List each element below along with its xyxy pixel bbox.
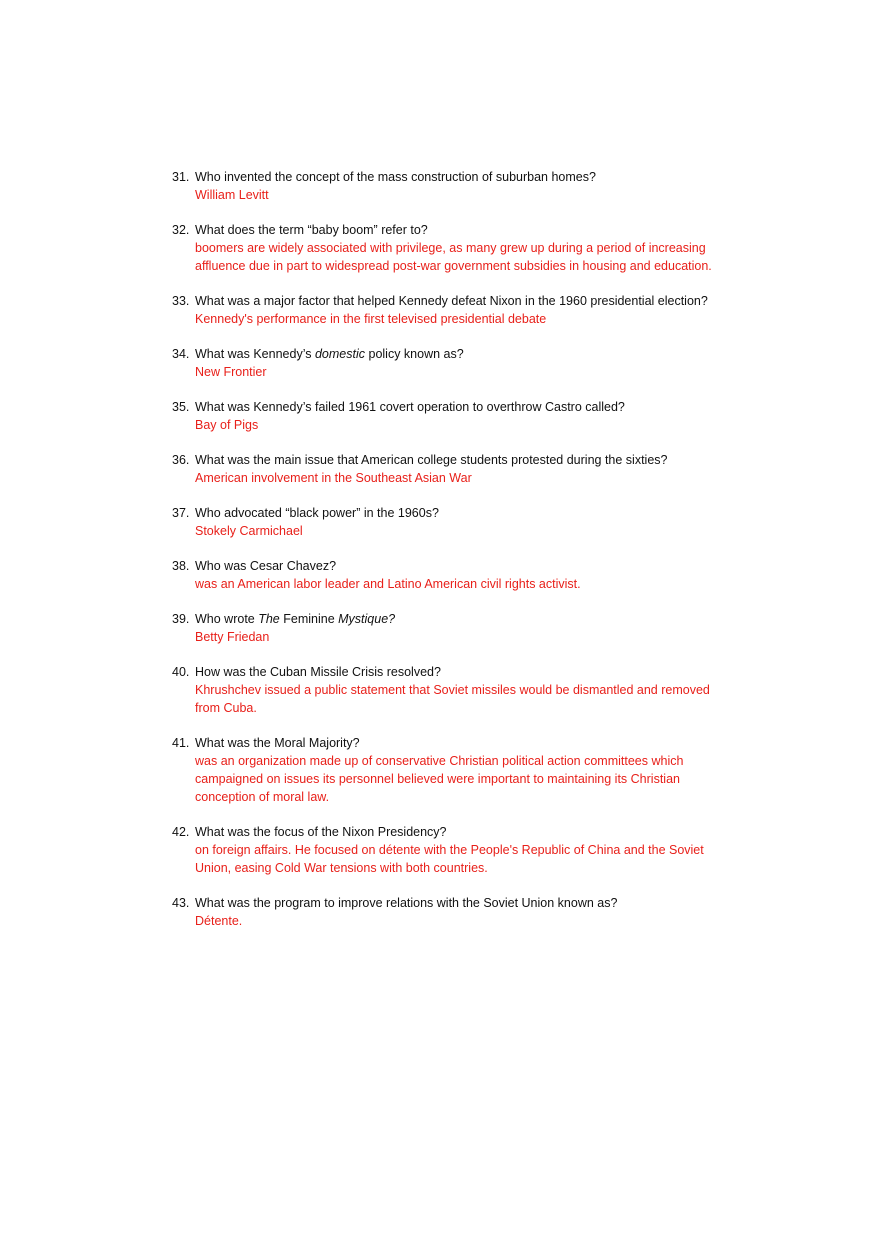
qa-item-32 xyxy=(0,221,880,275)
question-text-part: policy known as? xyxy=(365,347,464,361)
answer-text: New Frontier xyxy=(195,365,267,379)
question-number: 33. xyxy=(172,294,190,308)
question-number: 35. xyxy=(172,400,190,414)
question-text: Who advocated “black power” in the 1960s? xyxy=(195,506,439,520)
answer-text: Bay of Pigs xyxy=(195,418,259,432)
qa-item-37 xyxy=(0,504,880,540)
question-text: Who invented the concept of the mass construction of suburban homes? xyxy=(195,170,596,184)
answer-text: Kennedy's performance in the first televised presidential debate xyxy=(195,312,547,326)
question-number: 41. xyxy=(172,736,190,750)
question-number: 31. xyxy=(172,170,190,184)
answer-text: Khrushchev issued a public statement that Soviet missiles would be dismantled and removed from Cuba. xyxy=(195,683,710,715)
qa-item-38 xyxy=(0,557,880,593)
question-text-part: Who wrote xyxy=(195,612,259,626)
question-text: What was the main issue that American college students protested during the sixties? xyxy=(195,453,668,467)
question-text: What does the term “baby boom” refer to? xyxy=(195,223,428,237)
qa-item-39 xyxy=(0,610,880,646)
question-number: 38. xyxy=(172,559,190,573)
qa-item-31 xyxy=(0,168,880,204)
question-number: 39. xyxy=(172,612,190,626)
question-number: 32. xyxy=(172,223,190,237)
question-text-part: What was Kennedy’s xyxy=(195,347,315,361)
qa-item-33 xyxy=(0,292,880,328)
question-number: 40. xyxy=(172,665,190,679)
question-text: What was the program to improve relations with the Soviet Union known as? xyxy=(195,896,618,910)
qa-item-35 xyxy=(0,398,880,434)
answer-text: Détente. xyxy=(195,914,243,928)
question-text: What was a major factor that helped Kennedy defeat Nixon in the 1960 presidential election? xyxy=(195,294,708,308)
answer-text: boomers are widely associated with privilege, as many grew up during a period of increasing affluence due in part to widespread post-war government subsidies in housing and education. xyxy=(195,241,712,273)
question-text-italic: domestic xyxy=(314,347,366,361)
question-number: 37. xyxy=(172,506,190,520)
answer-text: was an American labor leader and Latino American civil rights activist. xyxy=(195,577,581,591)
qa-item-36 xyxy=(0,451,880,487)
question-text: What was the focus of the Nixon Presidency? xyxy=(195,825,447,839)
answer-text: William Levitt xyxy=(195,188,269,202)
question-number: 43. xyxy=(172,896,190,910)
question-text: What was the Moral Majority? xyxy=(195,736,360,750)
qa-item-34 xyxy=(0,345,880,381)
question-number: 34. xyxy=(172,347,190,361)
question-text-italic: Mystique? xyxy=(338,612,396,626)
question-answer-list xyxy=(0,168,880,947)
answer-text: Betty Friedan xyxy=(195,630,270,644)
question-text-part: Feminine xyxy=(279,612,339,626)
question-text: How was the Cuban Missile Crisis resolved? xyxy=(195,665,441,679)
qa-item-41 xyxy=(0,734,880,806)
question-text xyxy=(195,610,755,628)
qa-item-42 xyxy=(0,823,880,877)
question-number: 42. xyxy=(172,825,190,839)
qa-item-43 xyxy=(0,894,880,930)
answer-text: was an organization made up of conservative Christian political action committees which campaigned on issues its personnel believed were important to maintaining its Christian conception of moral law. xyxy=(195,754,684,804)
answer-text: on foreign affairs. He focused on détente with the People's Republic of China and the Soviet Union, easing Cold War tensions with both countries. xyxy=(195,843,704,875)
question-text: What was Kennedy’s failed 1961 covert operation to overthrow Castro called? xyxy=(195,400,625,414)
question-text-italic: The xyxy=(258,612,280,626)
answer-text: American involvement in the Southeast Asian War xyxy=(195,471,472,485)
qa-item-40 xyxy=(0,663,880,717)
question-text xyxy=(195,345,755,363)
question-text: Who was Cesar Chavez? xyxy=(195,559,337,573)
answer-text: Stokely Carmichael xyxy=(195,524,303,538)
question-number: 36. xyxy=(172,453,190,467)
